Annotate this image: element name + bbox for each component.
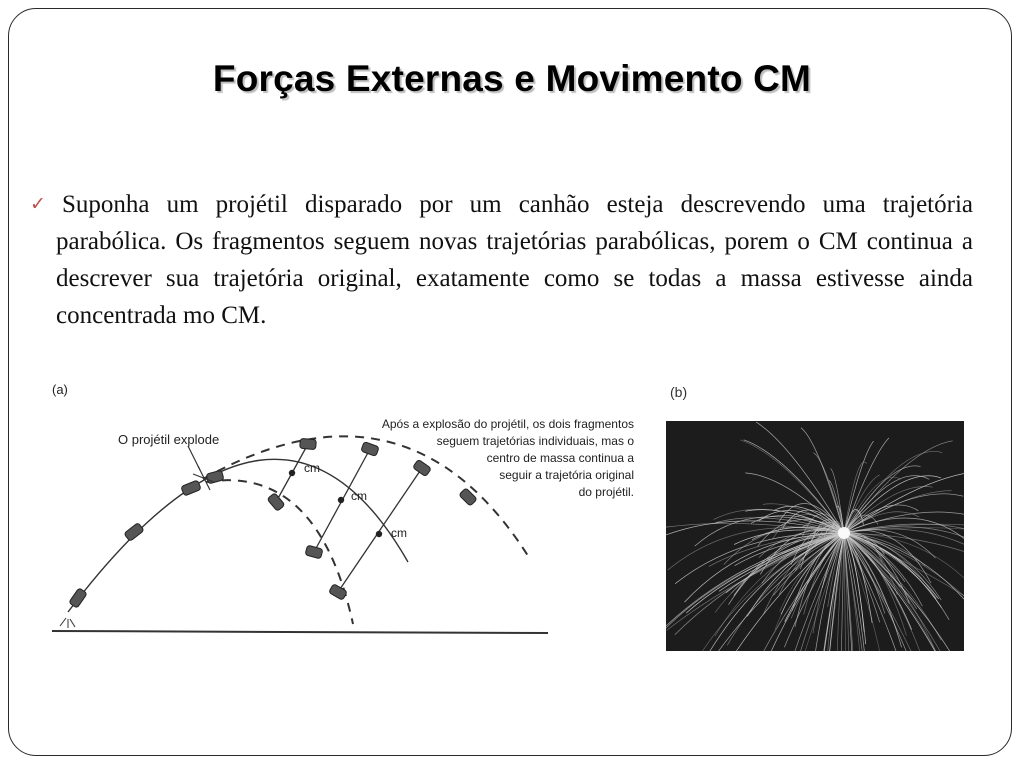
cm-label: cm (304, 461, 320, 475)
slide-title: Forças Externas e Movimento CM (212, 58, 812, 99)
shell-icon (413, 459, 432, 476)
caption-line: centro de massa continua a (486, 451, 634, 465)
cm-dot (289, 470, 295, 476)
shell-icon (267, 493, 285, 512)
shell-icon (181, 480, 201, 496)
caption-line: Após a explosão do projétil, os dois fragmentos (381, 417, 634, 431)
shell-icon (329, 584, 348, 601)
figure-a-label: (a) (52, 382, 68, 397)
shell-icon (124, 523, 144, 542)
original-trajectory (68, 459, 408, 612)
cm-dot (338, 497, 344, 503)
trajectory-diagram (48, 374, 648, 664)
shell-icon (300, 438, 317, 449)
shell-icon (305, 545, 323, 559)
explosion-label: O projétil explode (118, 432, 220, 447)
firework-core (838, 527, 850, 539)
bullet-paragraph (30, 186, 973, 334)
launch-spark-icon (60, 618, 75, 628)
bullet-text: Suponha um projétil disparado por um canhão esteja descrevendo uma trajetória parabólica. Os fragmentos seguem novas trajetórias parabólicas, porem o CM continua a descrever sua trajetória original, exatamente como se todas a massa estivesse ainda concentrada mo CM. (56, 191, 973, 329)
shell-icon (361, 442, 379, 457)
checkmark-icon: ✓ (30, 193, 46, 215)
ground-line (52, 631, 548, 633)
fireworks-photo (666, 421, 964, 651)
connector-3 (338, 468, 422, 592)
caption-line: do projétil. (578, 485, 634, 499)
figure-a-caption (382, 417, 634, 499)
cm-label: cm (351, 489, 367, 503)
figure-b-label: (b) (670, 384, 688, 400)
caption-line: seguem trajetórias individuais, mas o (436, 434, 634, 448)
caption-line: seguir a trajetória original (499, 468, 634, 482)
cm-label: cm (391, 526, 407, 540)
cm-dot (376, 531, 382, 537)
shell-icon (206, 470, 224, 484)
